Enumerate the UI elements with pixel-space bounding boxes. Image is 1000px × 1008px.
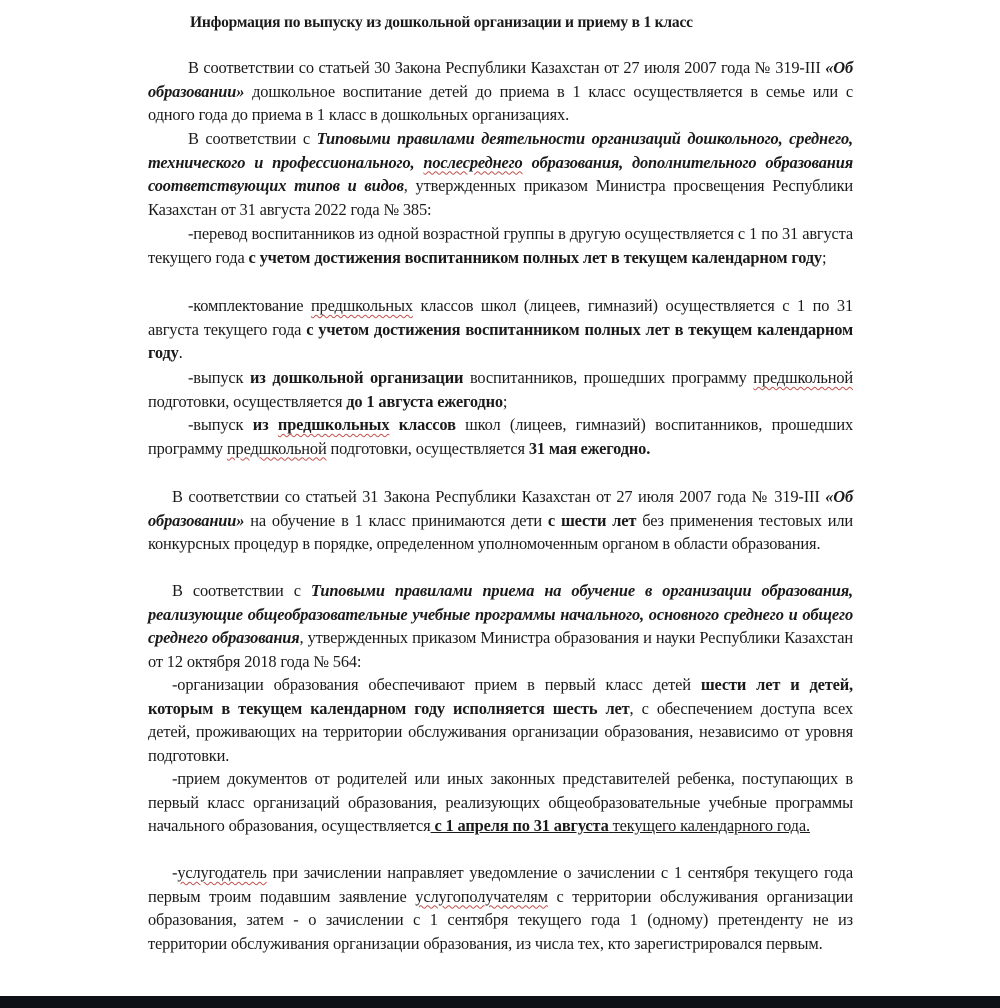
text: школ (лицеев, гимназий) воспитанников, прошедших программу	[148, 415, 853, 458]
text: ;	[821, 247, 827, 267]
text: , утвержденных приказом Министра образования и науки Республики Казахстан от 12 октября 2018 года № 564:	[148, 628, 853, 671]
list-item-release-preschool-org	[148, 366, 853, 413]
spellcheck-word: предшкольных	[277, 415, 390, 434]
text: при зачислении направляет уведомление о зачислении с 1 сентября текущего года первым троим подавшим заявление	[148, 863, 853, 906]
law-name: «Об образовании»	[148, 58, 853, 101]
text: подготовки, осуществляется	[148, 391, 347, 411]
paragraph-law-article-30	[148, 56, 853, 127]
spellcheck-word: предшкольной	[753, 368, 853, 387]
spellcheck-word: услугодатель	[177, 863, 267, 882]
list-item-release-preschool-classes	[148, 413, 853, 460]
emphasis: 31 мая ежегодно.	[528, 438, 651, 458]
paragraph-typical-rules-preschool	[148, 127, 853, 221]
text: -	[172, 863, 178, 882]
spellcheck-word: предшкольной	[226, 438, 327, 458]
text: В соответствии со статьей 30 Закона Республики Казахстан от 27 июля 2007 года № 319-III	[188, 58, 826, 77]
text: -организации образования обеспечивают прием в первый класс детей	[172, 675, 701, 694]
bottom-bar	[0, 996, 1000, 1008]
emphasis: из	[252, 415, 278, 434]
text: -перевод воспитанников из одной возрастной группы в другую осуществляется с 1 по 31 августа текущего года	[148, 224, 853, 267]
text: дошкольное воспитание детей до приема в 1 класс осуществляется в семье или с одного года до приема в 1 класс в дошкольных организациях.	[148, 81, 853, 125]
text: -выпуск	[188, 368, 251, 387]
rules-name: Типовыми правилами приема на обучение в организации образования, реализующие общеобразовательные учебные программы начального, основного среднего и общего среднего образования	[148, 581, 853, 648]
text: -прием документов от родителей или иных законных представителей ребенка, поступающих в первый класс организаций образования, реализующих общеобразовательные учебные программы начального образования, осуществляется	[148, 769, 853, 836]
emphasis: из дошкольной организации	[250, 368, 464, 387]
emphasis: с шести лет	[547, 510, 637, 530]
list-item-group-transfer	[148, 222, 853, 269]
paragraph-law-article-31	[148, 485, 853, 556]
emphasis: классов	[389, 415, 456, 434]
text: , утвержденных приказом Министра просвещения Республики Казахстан от 31 августа 2022 года № 385:	[148, 176, 853, 219]
spellcheck-word: услугополучателям	[415, 886, 548, 906]
spellcheck-word: послесреднего	[423, 152, 523, 172]
rules-name: образования, дополнительного образования соответствующих типов и видов	[148, 152, 853, 196]
text-underlined: текущего календарного года.	[608, 816, 810, 836]
spellcheck-word: предшкольных	[310, 296, 413, 315]
text: -комплектование	[188, 296, 311, 315]
text: В соответствии со статьей 31 Закона Республики Казахстан от 27 июля 2007 года № 319-III	[172, 487, 826, 506]
text: воспитанников, прошедших программу	[463, 368, 754, 387]
text: без применения тестовых или конкурсных процедур в порядке, определенном уполномоченным органом в области образования.	[148, 510, 853, 554]
text: подготовки, осуществляется	[326, 438, 529, 458]
list-item-admission-six-years	[148, 673, 853, 767]
emphasis: с учетом достижения воспитанником полных лет в текущем календарном году	[248, 247, 822, 267]
law-name: «Об образовании»	[148, 487, 853, 530]
text: на обучение в 1 класс принимаются дети	[244, 510, 548, 530]
emphasis-underlined: с 1 апреля по 31 августа	[430, 816, 609, 836]
emphasis: шести лет и детей, которым в текущем календарном году исполняется шесть лет	[148, 675, 854, 718]
emphasis: с учетом достижения воспитанником полных лет в текущем календарном году	[148, 319, 853, 363]
text: , с обеспечением доступа всех детей, проживающих на территории обслуживания организации образования, независимо от уровня подготовки.	[148, 698, 853, 765]
document-title: Информация по выпуску из дошкольной организации и приему в 1 класс	[190, 14, 693, 31]
list-item-preschool-classes	[148, 294, 853, 365]
text: классов школ (лицеев, гимназий) осуществляется с 1 по 31 августа текущего года	[148, 296, 853, 339]
text: .	[178, 343, 183, 363]
text: В соответствии с	[188, 129, 317, 148]
rules-name: Типовыми правилами деятельности организаций дошкольного, среднего, технического и профессионального,	[148, 129, 853, 172]
list-item-document-reception	[148, 767, 853, 838]
emphasis: до 1 августа ежегодно	[346, 391, 503, 411]
text: -выпуск	[188, 415, 253, 434]
text: В соответствии с	[172, 581, 311, 600]
text: с территории обслуживания организации образования, затем - о зачислении с 1 сентября текущего года 1 (одному) претенденту не из территории обслуживания организации образования, из числа тех, кто зарегистрировался первым.	[148, 886, 853, 953]
paragraph-typical-rules-admission	[148, 579, 853, 673]
text: ;	[502, 391, 508, 411]
list-item-enrollment-notification	[148, 861, 853, 955]
